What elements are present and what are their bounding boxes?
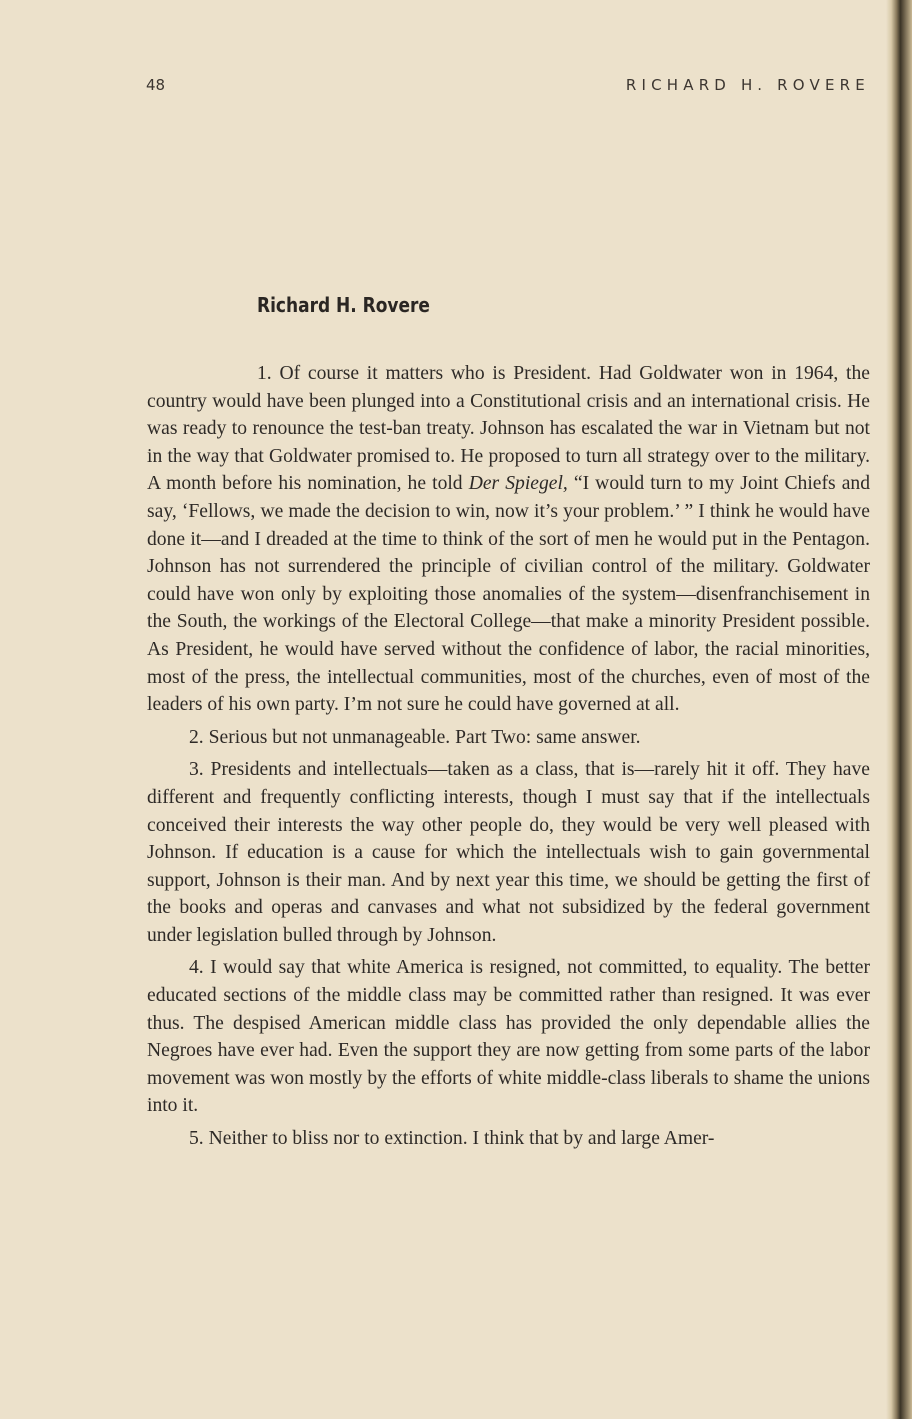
paragraph-1-text-cont: “I would turn to my Joint Chiefs and say, ‘Fellows, we made the decision to win, now it’s your problem.’ ” I think he would have done it—and I dreaded at the time to think of the sort of men he would put in the Pentagon. Johnson has not surrendered the principle of civilian control of the military. Goldwater could have won only by exploiting those anomalies of the system—disenfranchisement in the South, the workings of the Electoral College—that make a minority President possible. As President, he would have served without the confidence of labor, the racial minorities, most of the press, the intellectual communities, most of the churches, even of most of the leaders of his own party. I’m not sure he could have governed at all. — [147, 473, 870, 716]
paragraph-4: 4. I would say that white America is resigned, not committed, to equality. The better educated sections of the middle class may be committed rather than resigned. It was ever thus. The despised American middle class has provided the only dependable allies the Negroes have ever had. Even the support they are now getting from some parts of the labor movement was won mostly by the efforts of white middle-class liberals to shame the unions into it. — [147, 957, 870, 1117]
paragraph-1 — [147, 360, 870, 719]
body-text — [147, 360, 870, 1153]
section-heading: Richard H. Rovere — [257, 293, 430, 317]
paragraph-1-text: 1. Of course it matters who is President. Had Goldwater won in 1964, the country would have been plunged into a Constitutional crisis and an international crisis. He was ready to renounce the test-ban treaty. Johnson has escalated the war in Vietnam but not in the way that Goldwater promised to. He proposed to turn all strategy over to the military. A month before his nomination, he told — [147, 363, 870, 495]
paragraph-5: 5. Neither to bliss nor to extinction. I think that by and large Amer- — [189, 1128, 715, 1150]
page-edge — [886, 0, 912, 1419]
running-head-title: RICHARD H. ROVERE — [625, 76, 870, 94]
paragraph-3: 3. Presidents and intellectuals—taken as a class, that is—rarely hit it off. They have different and frequently conflicting interests, though I must say that if the intellectuals conceived their interests the way other people do, they would be very well pleased with Johnson. If education is a cause for which the intellectuals wish to gain governmental support, Johnson is their man. And by next year this time, we should be getting the first of the books and operas and canvases and what not subsidized by the federal government under legislation bulled through by Johnson. — [147, 759, 870, 946]
publication-title: Der Spiegel, — [468, 473, 568, 495]
running-head — [146, 76, 870, 100]
page-number: 48 — [146, 76, 166, 94]
paragraph-2: 2. Serious but not unmanageable. Part Two: same answer. — [189, 726, 641, 748]
